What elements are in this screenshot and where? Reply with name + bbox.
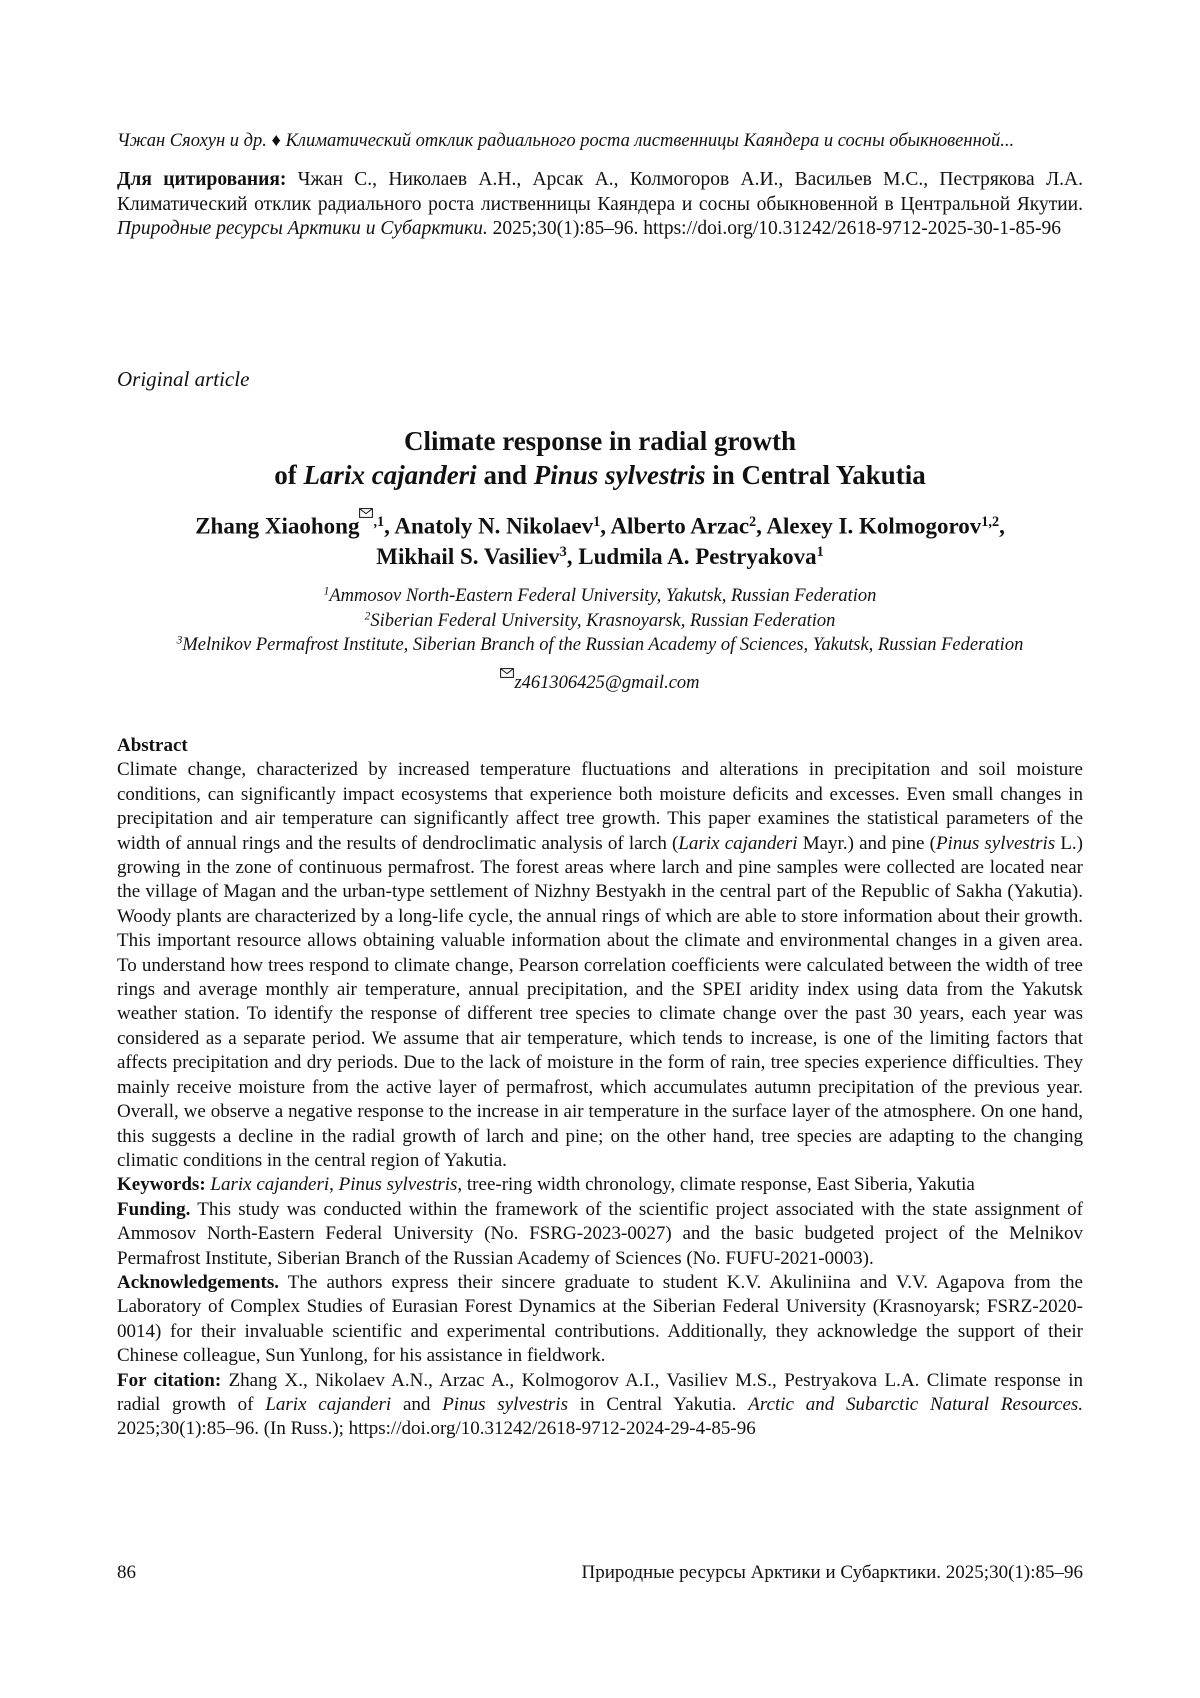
- corresponding-email: [117, 668, 1083, 695]
- keywords-rest: , tree-ring width chronology, climate response, East Siberia, Yakutia: [457, 1174, 975, 1196]
- abstract-part: Mayr.) and pine (: [797, 832, 936, 854]
- author-sup: ,1: [373, 513, 385, 530]
- citation-en-label: For citation:: [117, 1369, 222, 1391]
- title-region: in Central Yakutia: [712, 460, 926, 490]
- running-head-title: Климатический отклик радиального роста лиственницы Каяндера и сосны обыкновенной...: [285, 131, 1015, 151]
- funding-text: This study was conducted within the framework of the scientific project associated with the state assignment of Ammosov North-Eastern Federal University (No. FSRG-2023-0027) and the basic budgeted project of the Melnikov Permafrost Institute, Siberian Branch of the Russian Academy of Sciences (No. FUFU-2021-0003).: [117, 1198, 1083, 1269]
- title-of: of: [274, 460, 297, 490]
- affiliation-list: [117, 584, 1083, 658]
- envelope-icon: [359, 508, 373, 518]
- citation-en-journal: Arctic and Subarctic Natural Resources.: [748, 1393, 1084, 1415]
- envelope-icon: [500, 668, 514, 678]
- author-separator: ,: [756, 513, 767, 539]
- author-line-1: [117, 508, 1083, 542]
- abstract-part: L.) growing in the zone of continuous permafrost. The forest areas where larch and pine samples were collected are located near the village of Magan and the urban-type settlement of Nizhny Bestyakh in the central part of the Republic of Sakha (Yakutia). Woody plants are characterized by a long-life cycle, the annual rings of which are able to store information about their growth. This important resource allows obtaining valuable information about the climate and environmental changes in a given area. To understand how trees respond to climate change, Pearson correlation coefficients were calculated between the width of tree rings and average monthly air temperature, annual precipitation, and the SPEI aridity index using data from the Yakutsk weather station. To identify the response of different tree species to climate change over the past 30 years, each year was considered as a separate period. We assume that air temperature, which tends to increase, is one of the limiting factors that affects precipitation and dry periods. Due to the lack of moisture in the form of rain, tree species experience difficulties. They mainly receive moisture from the active layer of permafrost, which accumulates autumn precipitation of the previous year. Overall, we observe a negative response to the increase in air temperature in the surface layer of the atmosphere. On one hand, this suggests a decline in the radial growth of larch and pine; on the other hand, tree species are adapting to the changing climatic conditions in the central region of Yakutia.: [117, 832, 1084, 1171]
- affiliation-text: Melnikov Permafrost Institute, Siberian Branch of the Russian Academy of Sciences, Yakutsk, Russian Federation: [182, 635, 1024, 655]
- author-name: Zhang Xiaohong: [195, 513, 360, 539]
- affiliation-item: [117, 633, 1083, 658]
- running-head-separator: ♦: [271, 131, 281, 151]
- author-sup: 2: [749, 513, 757, 530]
- acknowledgements: [117, 1271, 1083, 1369]
- author-separator: ,: [566, 543, 579, 569]
- abstract-species-pinus: Pinus sylvestris: [935, 832, 1056, 854]
- acknowledgements-label: Acknowledgements.: [117, 1271, 280, 1293]
- funding-label: Funding.: [117, 1198, 191, 1220]
- citation-en-and: and: [402, 1393, 431, 1415]
- author-sup: 1: [816, 543, 824, 560]
- author-name: Alexey I. Kolmogorov: [766, 513, 982, 539]
- citation-en-part: in Central Yakutia.: [579, 1393, 737, 1415]
- affiliation-text: Siberian Federal University, Krasnoyarsk, Russian Federation: [370, 610, 836, 631]
- funding: [117, 1198, 1083, 1271]
- author-name: Mikhail S. Vasiliev: [376, 543, 560, 569]
- author-sup: 1,2: [981, 513, 1000, 530]
- author-line-2: [117, 542, 1083, 572]
- abstract-part: Climate change, characterized by increased temperature fluctuations and alterations in precipitation and soil moisture conditions, can significantly impact ecosystems that experience both moisture deficits and excesses. Even small changes in precipitation and air temperature can significantly affect tree growth. This paper examines the statistical parameters of the width of annual rings and the results of dendroclimatic analysis of larch (: [117, 759, 1083, 854]
- keywords: [117, 1173, 1083, 1197]
- author-separator: ,: [384, 513, 395, 539]
- article-title: [117, 424, 1083, 492]
- keyword-pinus: Pinus sylvestris: [338, 1174, 458, 1196]
- keyword-sep: ,: [329, 1174, 339, 1196]
- keyword-larix: Larix cajanderi: [210, 1174, 330, 1196]
- citation-ru-journal: Природные ресурсы Арктики и Субарктики.: [117, 218, 488, 239]
- author-name: Ludmila A. Pestryakova: [578, 543, 817, 569]
- title-line-1: Climate response in radial growth: [403, 426, 796, 456]
- email-link[interactable]: z461306425@gmail.com: [514, 673, 700, 694]
- citation-en-species-larix: Larix cajanderi: [265, 1393, 392, 1415]
- affiliation-number: 3: [176, 634, 183, 647]
- affiliation-number: 1: [323, 585, 330, 598]
- title-line-2: [117, 458, 1083, 492]
- author-sup: 3: [559, 543, 567, 560]
- affiliation-item: [117, 584, 1083, 609]
- footer-journal-ref: Природные ресурсы Арктики и Субарктики. 2025;30(1):85–96: [581, 1562, 1083, 1583]
- citation-ru-text: Чжан С., Николаев А.Н., Арсак А., Колмогоров А.И., Васильев М.С., Пестрякова Л.А. Климатический отклик радиального роста лиственницы Каяндера и сосны обыкновенной в Центральной Якутии.: [117, 169, 1083, 215]
- author-list: [117, 508, 1083, 572]
- citation-ru-details: 2025;30(1):85–96. https://doi.org/10.31242/2618-9712-2025-30-1-85-96: [492, 218, 1062, 239]
- title-species-pinus: Pinus sylvestris: [533, 460, 706, 490]
- abstract-heading: Abstract: [117, 735, 188, 756]
- author-affiliation-marker: [359, 514, 384, 530]
- running-head: [117, 130, 1083, 152]
- author-separator: ,: [999, 513, 1005, 539]
- affiliation-number: 2: [364, 610, 371, 623]
- acknowledgements-text: The authors express their sincere graduate to student K.V. Akuliniina and V.V. Agapova from the Laboratory of Complex Studies of Eurasian Forest Dynamics at the Siberian Federal University (Krasnoyarsk; FSRZ-2020-0014) for their invaluable scientific and experimental contributions. Additionally, they acknowledge the support of their Chinese colleague, Sun Yunlong, for his assistance in fieldwork.: [117, 1271, 1083, 1367]
- title-and: and: [483, 460, 527, 490]
- abstract-text: [117, 758, 1083, 1173]
- abstract-species-larix: Larix cajanderi: [678, 832, 798, 854]
- author-sup: 1: [593, 513, 601, 530]
- keywords-label: Keywords:: [117, 1174, 206, 1196]
- affiliation-text: Ammosov North-Eastern Federal University, Yakutsk, Russian Federation: [329, 586, 877, 606]
- citation-en-details: 2025;30(1):85–96. (In Russ.); https://doi.org/10.31242/2618-9712-2024-29-4-85-96: [117, 1418, 756, 1440]
- citation-en-species-pinus: Pinus sylvestris: [442, 1393, 568, 1415]
- affiliation-item: [117, 609, 1083, 634]
- title-species-larix: Larix cajanderi: [303, 460, 477, 490]
- author-name: Anatoly N. Nikolaev: [394, 513, 594, 539]
- citation-en-part: Zhang X., Nikolaev A.N., Arzac A., Kolmogorov A.I., Vasiliev M.S., Pestryakova L.A. Climate response in radial growth of: [117, 1369, 1083, 1415]
- article-type: Original article: [117, 367, 250, 391]
- page-number: 86: [117, 1562, 136, 1583]
- citation-ru-label: Для цитирования:: [117, 169, 287, 190]
- running-head-authors: Чжан Сяохун и др.: [117, 131, 267, 151]
- citation-en: [117, 1369, 1083, 1442]
- citation-ru: [117, 168, 1083, 242]
- author-separator: ,: [600, 513, 611, 539]
- author-name: Alberto Arzac: [610, 513, 750, 539]
- article-front-matter: [117, 734, 1083, 1442]
